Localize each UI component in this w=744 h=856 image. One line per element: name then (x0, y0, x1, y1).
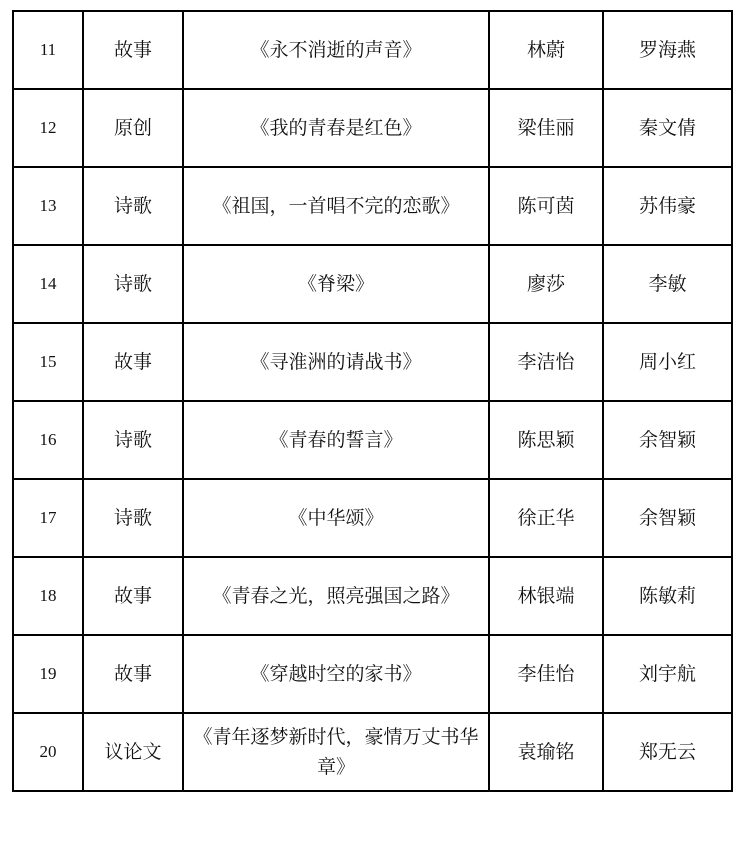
title-cell: 《寻淮洲的请战书》 (183, 323, 489, 401)
category-cell: 故事 (83, 11, 183, 89)
performer-cell: 袁瑜铭 (489, 713, 603, 791)
category-cell: 诗歌 (83, 245, 183, 323)
teacher-cell: 余智颖 (603, 479, 732, 557)
table-row (13, 11, 732, 89)
category-cell: 原创 (83, 89, 183, 167)
title-cell: 《青春的誓言》 (183, 401, 489, 479)
title-cell: 《祖国，一首唱不完的恋歌》 (183, 167, 489, 245)
table-row (13, 479, 732, 557)
performer-cell: 林银端 (489, 557, 603, 635)
row-number: 11 (13, 11, 83, 89)
teacher-cell: 苏伟豪 (603, 167, 732, 245)
teacher-cell: 罗海燕 (603, 11, 732, 89)
title-cell: 《我的青春是红色》 (183, 89, 489, 167)
teacher-cell: 余智颖 (603, 401, 732, 479)
performer-cell: 李洁怡 (489, 323, 603, 401)
category-cell: 诗歌 (83, 401, 183, 479)
performer-cell: 李佳怡 (489, 635, 603, 713)
row-number: 18 (13, 557, 83, 635)
performer-cell: 梁佳丽 (489, 89, 603, 167)
title-cell: 《脊梁》 (183, 245, 489, 323)
title-cell: 《永不消逝的声音》 (183, 11, 489, 89)
performer-cell: 廖莎 (489, 245, 603, 323)
table-row (13, 557, 732, 635)
teacher-cell: 周小红 (603, 323, 732, 401)
teacher-cell: 郑无云 (603, 713, 732, 791)
table-row (13, 635, 732, 713)
category-cell: 故事 (83, 323, 183, 401)
teacher-cell: 陈敏莉 (603, 557, 732, 635)
table-row (13, 713, 732, 791)
row-number: 13 (13, 167, 83, 245)
row-number: 20 (13, 713, 83, 791)
teacher-cell: 刘宇航 (603, 635, 732, 713)
title-cell: 《穿越时空的家书》 (183, 635, 489, 713)
row-number: 12 (13, 89, 83, 167)
performer-cell: 陈可茵 (489, 167, 603, 245)
category-cell: 诗歌 (83, 479, 183, 557)
performer-cell: 徐正华 (489, 479, 603, 557)
table-row (13, 245, 732, 323)
row-number: 15 (13, 323, 83, 401)
row-number: 19 (13, 635, 83, 713)
row-number: 14 (13, 245, 83, 323)
program-table (12, 10, 733, 792)
performer-cell: 陈思颖 (489, 401, 603, 479)
table-row (13, 323, 732, 401)
category-cell: 故事 (83, 557, 183, 635)
category-cell: 诗歌 (83, 167, 183, 245)
teacher-cell: 秦文倩 (603, 89, 732, 167)
category-cell: 议论文 (83, 713, 183, 791)
title-cell: 《中华颂》 (183, 479, 489, 557)
table-row (13, 401, 732, 479)
title-cell: 《青年逐梦新时代，豪情万丈书华章》 (183, 713, 489, 791)
teacher-cell: 李敏 (603, 245, 732, 323)
category-cell: 故事 (83, 635, 183, 713)
table-row (13, 89, 732, 167)
title-cell: 《青春之光，照亮强国之路》 (183, 557, 489, 635)
table-row (13, 167, 732, 245)
row-number: 16 (13, 401, 83, 479)
row-number: 17 (13, 479, 83, 557)
performer-cell: 林蔚 (489, 11, 603, 89)
